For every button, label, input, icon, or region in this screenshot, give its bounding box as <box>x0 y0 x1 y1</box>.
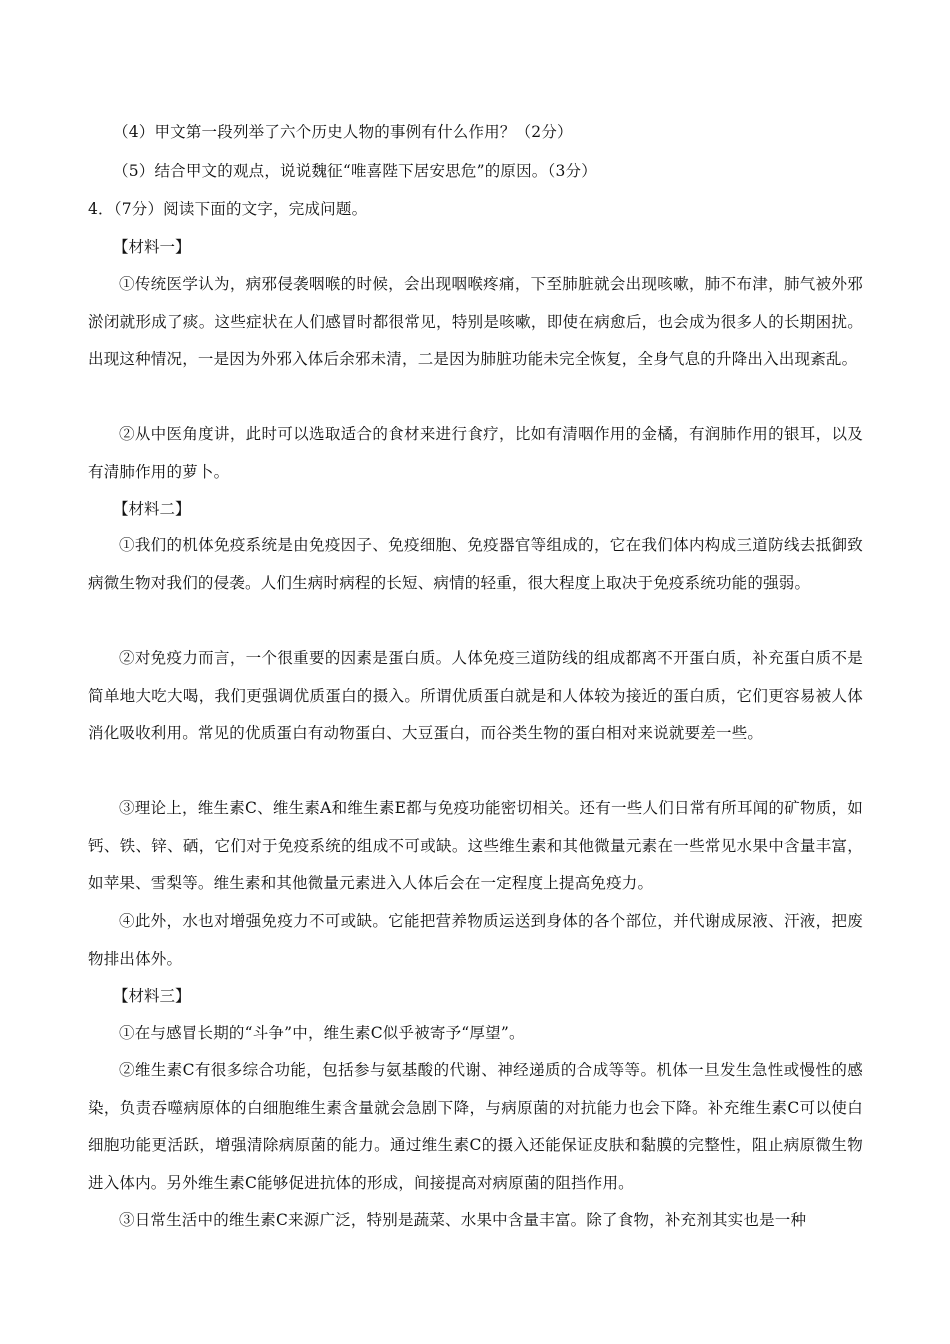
material-3-paragraph-2: ②维生素C有很多综合功能，包括参与氨基酸的代谢、神经递质的合成等等。机体一旦发生急性或慢性的感染，负责吞噬病原体的白细胞维生素含量就会急剧下降，与病原菌的对抗能力也会下降。补充维生素C可以使白细胞功能更活跃，增强清除病原菌的能力。通过维生素C的摄入还能保证皮肤和黏膜的完整性，阻止病原微生物进入体内。另外维生素C能够促进抗体的形成，间接提高对病原菌的阻挡作用。 <box>88 1061 863 1192</box>
material-1-heading: 【材料一】 <box>113 238 191 256</box>
question-4-subitem-5: （5）结合甲文的观点，说说魏征“唯喜陛下居安思危”的原因。（3分） <box>113 162 597 180</box>
material-2-paragraph-4: ④此外，水也对增强免疫力不可或缺。它能把营养物质运送到身体的各个部位，并代谢成尿液、汗液，把废物排出体外。 <box>88 912 863 968</box>
material-3-heading: 【材料三】 <box>113 987 191 1005</box>
material-2-paragraph-2: ②对免疫力而言，一个很重要的因素是蛋白质。人体免疫三道防线的组成都离不开蛋白质，补充蛋白质不是简单地大吃大喝，我们更强调优质蛋白的摄入。所谓优质蛋白就是和人体较为接近的蛋白质，它们更容易被人体消化吸收利用。常见的优质蛋白有动物蛋白、大豆蛋白，而谷类生物的蛋白相对来说就要差一些。 <box>88 649 863 742</box>
material-2-paragraph-3: ③理论上，维生素C、维生素A和维生素E都与免疫功能密切相关。还有一些人们日常有所耳闻的矿物质，如钙、铁、锌、硒，它们对于免疫系统的组成不可或缺。这些维生素和其他微量元素在一些常见水果中含量丰富，如苹果、雪梨等。维生素和其他微量元素进入人体后会在一定程度上提高免疫力。 <box>88 799 863 892</box>
question-4-prompt: 4．（7分）阅读下面的文字，完成问题。 <box>88 200 368 218</box>
material-3-paragraph-1: ①在与感冒长期的“斗争”中，维生素C似乎被寄予“厚望”。 <box>119 1024 525 1042</box>
material-3-paragraph-3: ③日常生活中的维生素C来源广泛，特别是蔬菜、水果中含量丰富。除了食物，补充剂其实也是一种 <box>119 1211 807 1229</box>
material-1-paragraph-1: ①传统医学认为，病邪侵袭咽喉的时候，会出现咽喉疼痛，下至肺脏就会出现咳嗽，肺不布津，肺气被外邪淤闭就形成了痰。这些症状在人们感冒时都很常见，特别是咳嗽，即使在病愈后，也会成为很多人的长期困扰。出现这种情况，一是因为外邪入体后余邪未清，二是因为肺脏功能未完全恢复，全身气息的升降出入出现紊乱。 <box>88 275 863 368</box>
question-4-subitem-4: （4）甲文第一段列举了六个历史人物的事例有什么作用？（2分） <box>113 123 573 141</box>
material-2-paragraph-1: ①我们的机体免疫系统是由免疫因子、免疫细胞、免疫器官等组成的，它在我们体内构成三道防线去抵御致病微生物对我们的侵袭。人们生病时病程的长短、病情的轻重，很大程度上取决于免疫系统功能的强弱。 <box>88 536 863 592</box>
material-1-paragraph-2: ②从中医角度讲，此时可以选取适合的食材来进行食疗，比如有清咽作用的金橘，有润肺作用的银耳，以及有清肺作用的萝卜。 <box>88 425 863 481</box>
material-2-heading: 【材料二】 <box>113 500 191 518</box>
